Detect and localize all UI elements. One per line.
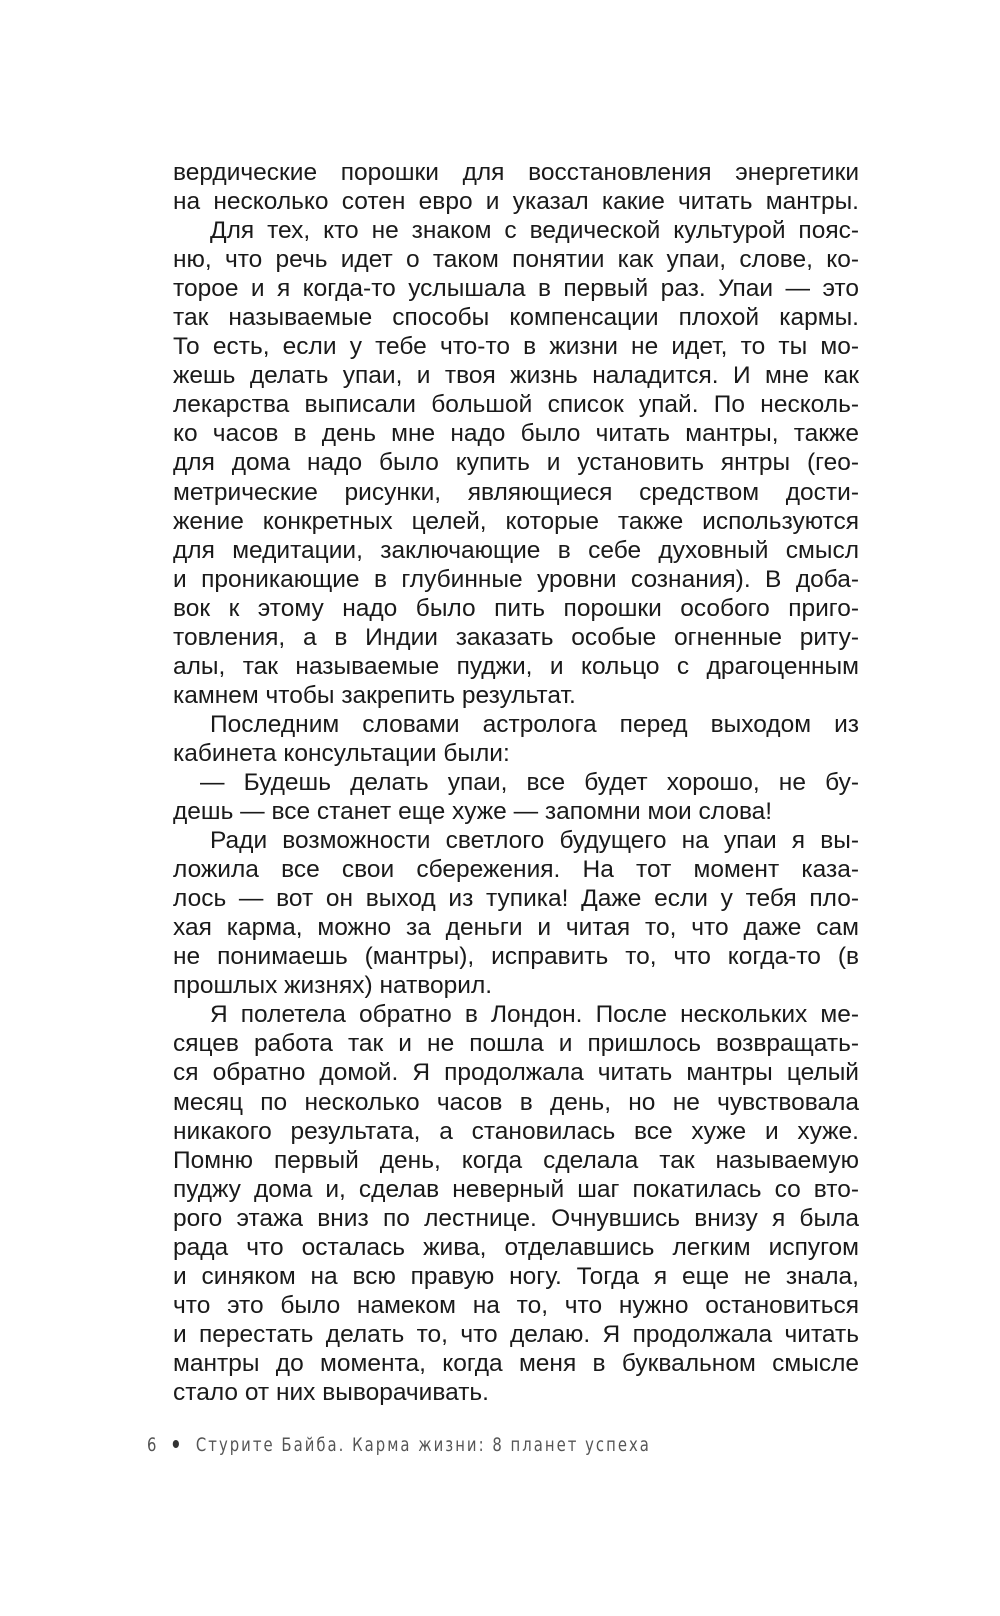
- text-line: стало от них выворачивать.: [173, 1378, 489, 1406]
- text-line: никакого результата, а становилась все хуже и хуже.: [173, 1117, 859, 1145]
- text-line: метрические рисунки, являющиеся средством дости-: [173, 478, 859, 506]
- text-line: и перестать делать то, что делаю. Я продолжала читать: [173, 1320, 859, 1348]
- text-line: что это было намеком на то, что нужно остановиться: [173, 1291, 859, 1319]
- text-line: ложила все свои сбережения. На тот момент каза-: [173, 856, 859, 884]
- text-line: вок к этому надо было пить порошки особого приго-: [173, 594, 859, 622]
- text-line: жение конкретных целей, которые также используются: [173, 507, 859, 535]
- text-line: ню, что речь идет о таком понятии как упаи, слове, ко-: [173, 246, 859, 274]
- text-line: Последним словами астролога перед выходом из: [210, 710, 859, 738]
- text-line: так называемые способы компенсации плохой кармы.: [173, 304, 859, 332]
- running-title: Стурите Байба. Карма жизни: 8 планет успеха: [195, 1434, 651, 1456]
- text-line: Помню первый день, когда сделала так называемую: [173, 1146, 859, 1174]
- text-line: мантры до момента, когда меня в буквальном смысле: [173, 1349, 859, 1377]
- text-line: рого этажа вниз по лестнице. Очнувшись внизу я была: [173, 1204, 859, 1232]
- text-line: кабинета консультации были:: [173, 739, 510, 767]
- bullet-icon: [173, 1440, 179, 1448]
- text-line: алы, так называемые пуджи, и кольцо с драгоценным: [173, 652, 859, 680]
- text-line: для дома надо было купить и установить янтры (гео-: [173, 449, 859, 477]
- text-line: лось — вот он выход из тупика! Даже если у тебя пло-: [173, 885, 859, 913]
- text-line: не понимаешь (мантры), исправить то, что когда-то (в: [173, 943, 859, 971]
- text-line: вердические порошки для восстановления энергетики: [173, 159, 859, 186]
- text-line: ся обратно домой. Я продолжала читать мантры целый: [173, 1059, 859, 1087]
- text-line: прошлых жизнях) натворил.: [173, 972, 493, 1000]
- text-line: хая карма, можно за деньги и читая то, что даже сам: [173, 914, 859, 942]
- page-number: 6: [147, 1434, 159, 1456]
- text-line: и проникающие в глубинные уровни сознания). В доба-: [173, 565, 859, 593]
- text-line: Ради возможности светлого будущего на упаи я вы-: [210, 827, 859, 855]
- text-line: торое и я когда-то услышала в первый раз. Упаи — это: [173, 275, 859, 303]
- text-line: месяц по несколько часов в день, но не чувствовала: [173, 1088, 859, 1116]
- text-line: рада что осталась жива, отделавшись легким испугом: [173, 1233, 859, 1261]
- text-line: на несколько сотен евро и указал какие читать мантры.: [173, 188, 859, 216]
- text-line: ко часов в день мне надо было читать мантры, также: [173, 420, 859, 448]
- body-text: [173, 158, 859, 1407]
- text-line: дешь — все станет еще хуже — запомни мои слова!: [173, 798, 773, 826]
- text-line: Для тех, кто не знаком с ведической культурой пояс-: [210, 217, 859, 245]
- text-line: — Будешь делать упаи, все будет хорошо, не бу-: [200, 768, 859, 796]
- text-line: товления, а в Индии заказать особые огненные риту-: [173, 623, 859, 651]
- text-line: лекарства выписали большой список упай. По несколь-: [173, 391, 859, 419]
- page-footer: [147, 1434, 651, 1456]
- text-line: То есть, если у тебе что-то в жизни не идет, то ты мо-: [173, 333, 859, 361]
- text-line: пуджу дома и, сделав неверный шаг покатилась со вто-: [173, 1175, 859, 1203]
- text-line: Я полетела обратно в Лондон. После нескольких ме-: [210, 1001, 859, 1029]
- text-line: и синяком на всю правую ногу. Тогда я еще не знала,: [173, 1262, 859, 1290]
- text-line: камнем чтобы закрепить результат.: [173, 681, 576, 709]
- text-line: жешь делать упаи, и твоя жизнь наладится. И мне как: [173, 362, 859, 390]
- text-line: сяцев работа так и не пошла и пришлось возвращать-: [173, 1030, 859, 1058]
- text-line: для медитации, заключающие в себе духовный смысл: [173, 536, 859, 564]
